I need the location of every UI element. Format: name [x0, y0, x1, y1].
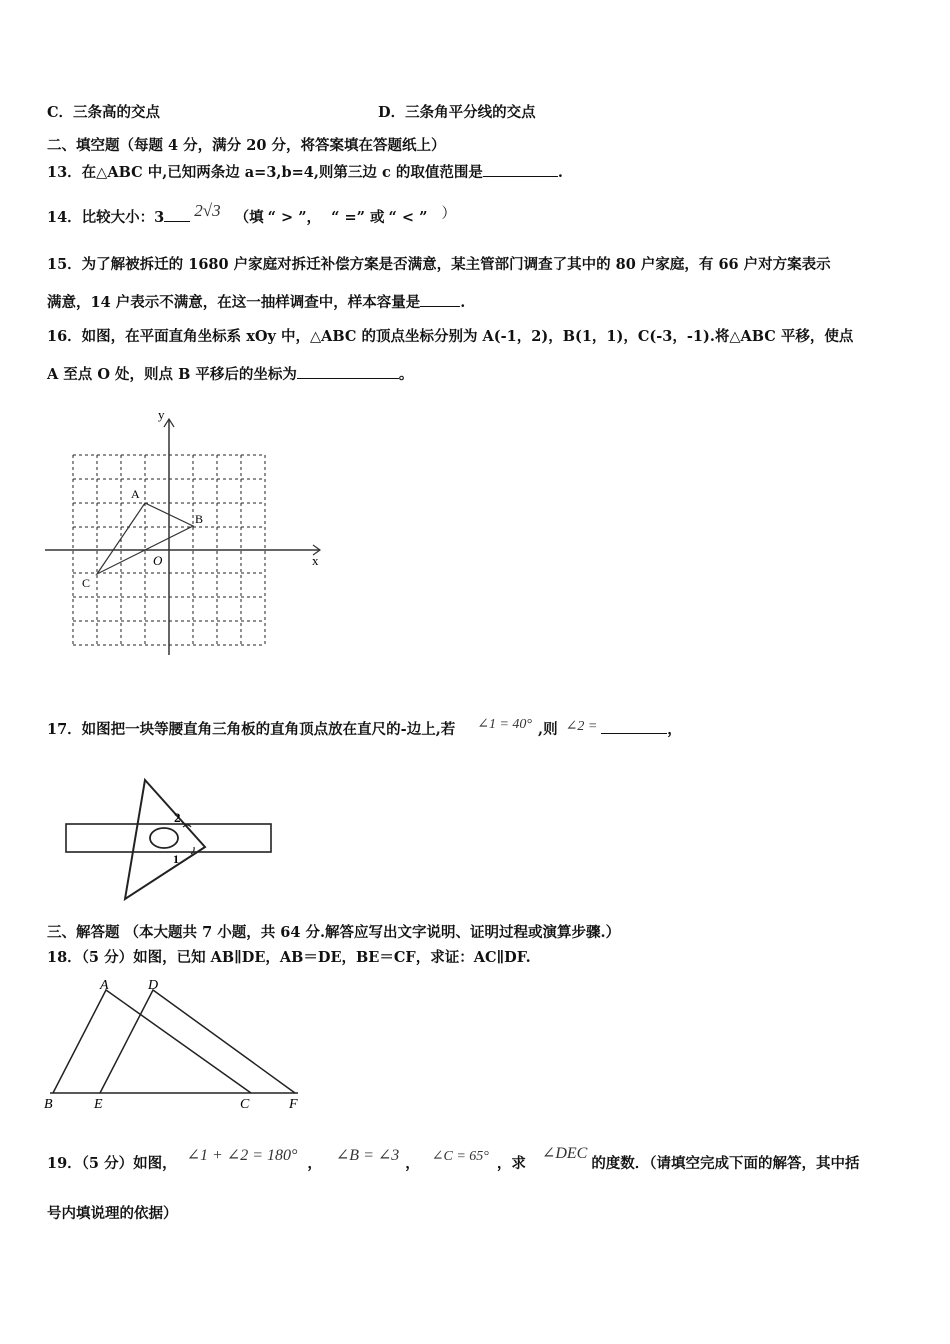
origin-label: O	[153, 553, 163, 568]
q14-close-paren: ）	[441, 206, 456, 222]
question-14	[47, 201, 456, 228]
q19-condition-3: ∠C = 65°	[431, 1149, 489, 1164]
q16-coordinate-figure	[40, 405, 330, 660]
q12-option-d: D．三条角平分线的交点	[378, 104, 536, 121]
q17-text: 17．如图把一块等腰直角三角板的直角顶点放在直尺的-边上,若	[47, 721, 456, 738]
question-18: 18．（5 分）如图，已知 AB∥DE，AB＝DE，BE＝CF，求证：AC∥DF.	[47, 949, 531, 966]
q13-period: .	[557, 164, 563, 181]
y-axis-label: y	[158, 407, 165, 422]
q19-line-2: 号内填说理的依据）	[47, 1205, 178, 1222]
triangle-abc	[53, 990, 251, 1093]
q17-ruler-triangle-figure	[60, 775, 280, 905]
q14-answer-blank[interactable]	[164, 207, 190, 222]
question-17	[47, 719, 682, 741]
set-square-triangle	[125, 780, 205, 899]
q17-angle-2: ∠2 =	[565, 719, 598, 734]
right-angle-hole	[150, 828, 178, 848]
q15-period: .	[460, 294, 466, 311]
q13-answer-blank[interactable]	[483, 162, 558, 177]
point-b-label: B	[195, 512, 204, 526]
point-f-label: F	[289, 1097, 298, 1112]
q13-text: 13．在△ABC 中,已知两条边 a=3,b=4,则第三边 c 的取值范围是	[47, 164, 483, 181]
q19-condition-2: ∠B = ∠3	[335, 1147, 400, 1164]
question-13	[47, 162, 563, 183]
q19-suffix: 的度数．（请填空完成下面的解答，其中括	[591, 1155, 860, 1172]
angle-2-label: 2	[174, 810, 181, 825]
q16-line-1: 16．如图，在平面直角坐标系 xOy 中，△ABC 的顶点坐标分别为 A(-1，2)，B(1，1)，C(-3，-1).将△ABC 平移，使点	[47, 328, 854, 345]
q16-answer-blank[interactable]	[297, 364, 399, 379]
q15-line-1: 15．为了解被拆迁的 1680 户家庭对拆迁补偿方案是否满意，某主管部门调查了其中的 80 户家庭，有 66 户对方案表示	[47, 256, 831, 273]
question-19	[47, 1145, 860, 1175]
q17-angle-1: ∠1 = 40°	[477, 717, 533, 732]
point-a-label: A	[131, 487, 140, 501]
q19-ask: ，求	[496, 1155, 526, 1172]
point-c-label: C	[240, 1097, 250, 1112]
q17-mid-text: ,则	[538, 721, 558, 738]
q19-prefix: 19．（5 分）如图，	[47, 1155, 177, 1172]
q19-separator-2: ，	[405, 1155, 420, 1172]
point-b-label: B	[44, 1097, 53, 1112]
q15-line-2	[47, 292, 465, 313]
q16-period: 。	[398, 366, 414, 383]
q14-option-gt: “ > ”，	[267, 209, 322, 226]
q15-text: 满意，14 户表示不满意，在这一抽样调查中，样本容量是	[47, 294, 421, 311]
q14-option-eq: “ =” 或	[331, 209, 385, 226]
section-2-title: 二、填空题（每题 4 分，满分 20 分，将答案填在答题纸上）	[47, 137, 446, 154]
section-3-title: 三、解答题 （本大题共 7 小题，共 64 分.解答应写出文字说明、证明过程或演算步骤.）	[47, 924, 621, 941]
q14-fill-text: （填	[234, 209, 264, 226]
q14-math-expression: 2√3	[194, 201, 221, 220]
q14-prefix: 14．比较大小：3	[47, 209, 165, 226]
point-d-label: D	[148, 978, 159, 993]
q19-condition-1: ∠1 + ∠2 = 180°	[186, 1147, 298, 1164]
q12-option-c: C．三条高的交点	[47, 104, 161, 121]
triangle-def	[100, 990, 295, 1093]
x-axis-label: x	[312, 553, 319, 568]
q18-parallel-triangles-figure	[40, 975, 310, 1115]
point-c-label: C	[82, 576, 91, 590]
q16-line-2	[47, 364, 413, 385]
angle-1-label: 1	[173, 852, 179, 866]
q17-comma: ，	[667, 721, 682, 738]
q16-text: A 至点 O 处，则点 B 平移后的坐标为	[47, 366, 297, 383]
q14-option-lt: “ < ”	[388, 209, 428, 226]
q19-separator-1: ，	[307, 1155, 322, 1172]
angle-1-arc	[191, 847, 194, 854]
q19-target-angle: ∠DEC	[541, 1145, 588, 1162]
q15-answer-blank[interactable]	[420, 292, 460, 307]
point-e-label: E	[94, 1097, 103, 1112]
q17-answer-blank[interactable]	[601, 719, 667, 734]
point-a-label: A	[100, 978, 109, 993]
